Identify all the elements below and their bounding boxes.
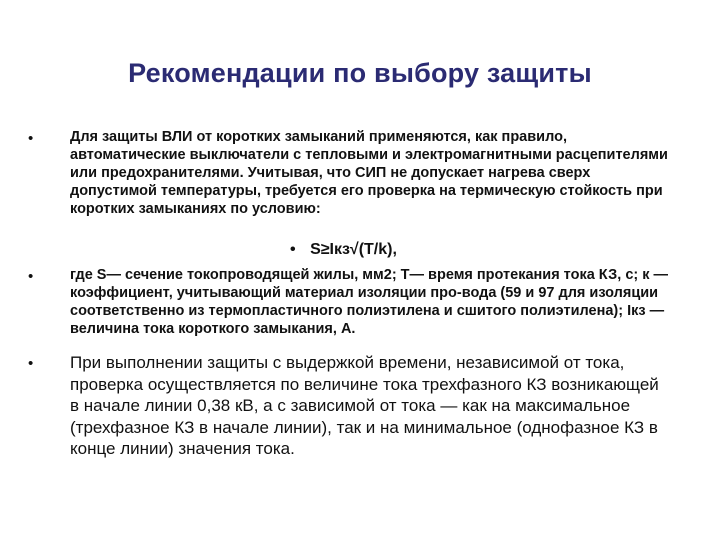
thermal-stability-formula: S≥Iкз√(T/k), bbox=[310, 241, 397, 258]
paragraph-protection-intro: Для защиты ВЛИ от коротких замыканий применяются, как правило, автоматические выключатели с тепловыми и электромагнитными расцепителями или предохранителями. Учитывая, что СИП не допускает нагрева сверх допустимой температуры, требуется его проверка на термическую стойкость при коротких замыканиях по условию: bbox=[70, 129, 668, 217]
formula-bullet-marker: • bbox=[290, 241, 296, 258]
formula-line bbox=[290, 241, 397, 259]
slide-title: Рекомендации по выбору защиты bbox=[128, 58, 592, 88]
paragraph-variable-definitions: где S— сечение токопроводящей жилы, мм2; Т— время протекания тока КЗ, с; к — коэффициент, учитывающий материал изоляции про-вода (59 и 97 для изоляции соответственно из термопластичного полиэтилена и сшитого полиэтилена); Iкз — величина тока короткого замыкания, А. bbox=[70, 267, 669, 337]
paragraph-time-delay-protection: При выполнении защиты с выдержкой времени, независимой от тока, проверка осуществляется по величине тока трехфазного КЗ возникающей в начале линии 0,38 кВ, а с зависимой от тока — как на максимальное (трехфазное КЗ в начале линии), так и на минимальное (однофазное КЗ в конце линии) значения тока. bbox=[70, 353, 659, 458]
bullet-marker-1: • bbox=[28, 130, 34, 147]
bullet-marker-3: • bbox=[28, 355, 34, 372]
bullet-marker-2: • bbox=[28, 268, 34, 285]
